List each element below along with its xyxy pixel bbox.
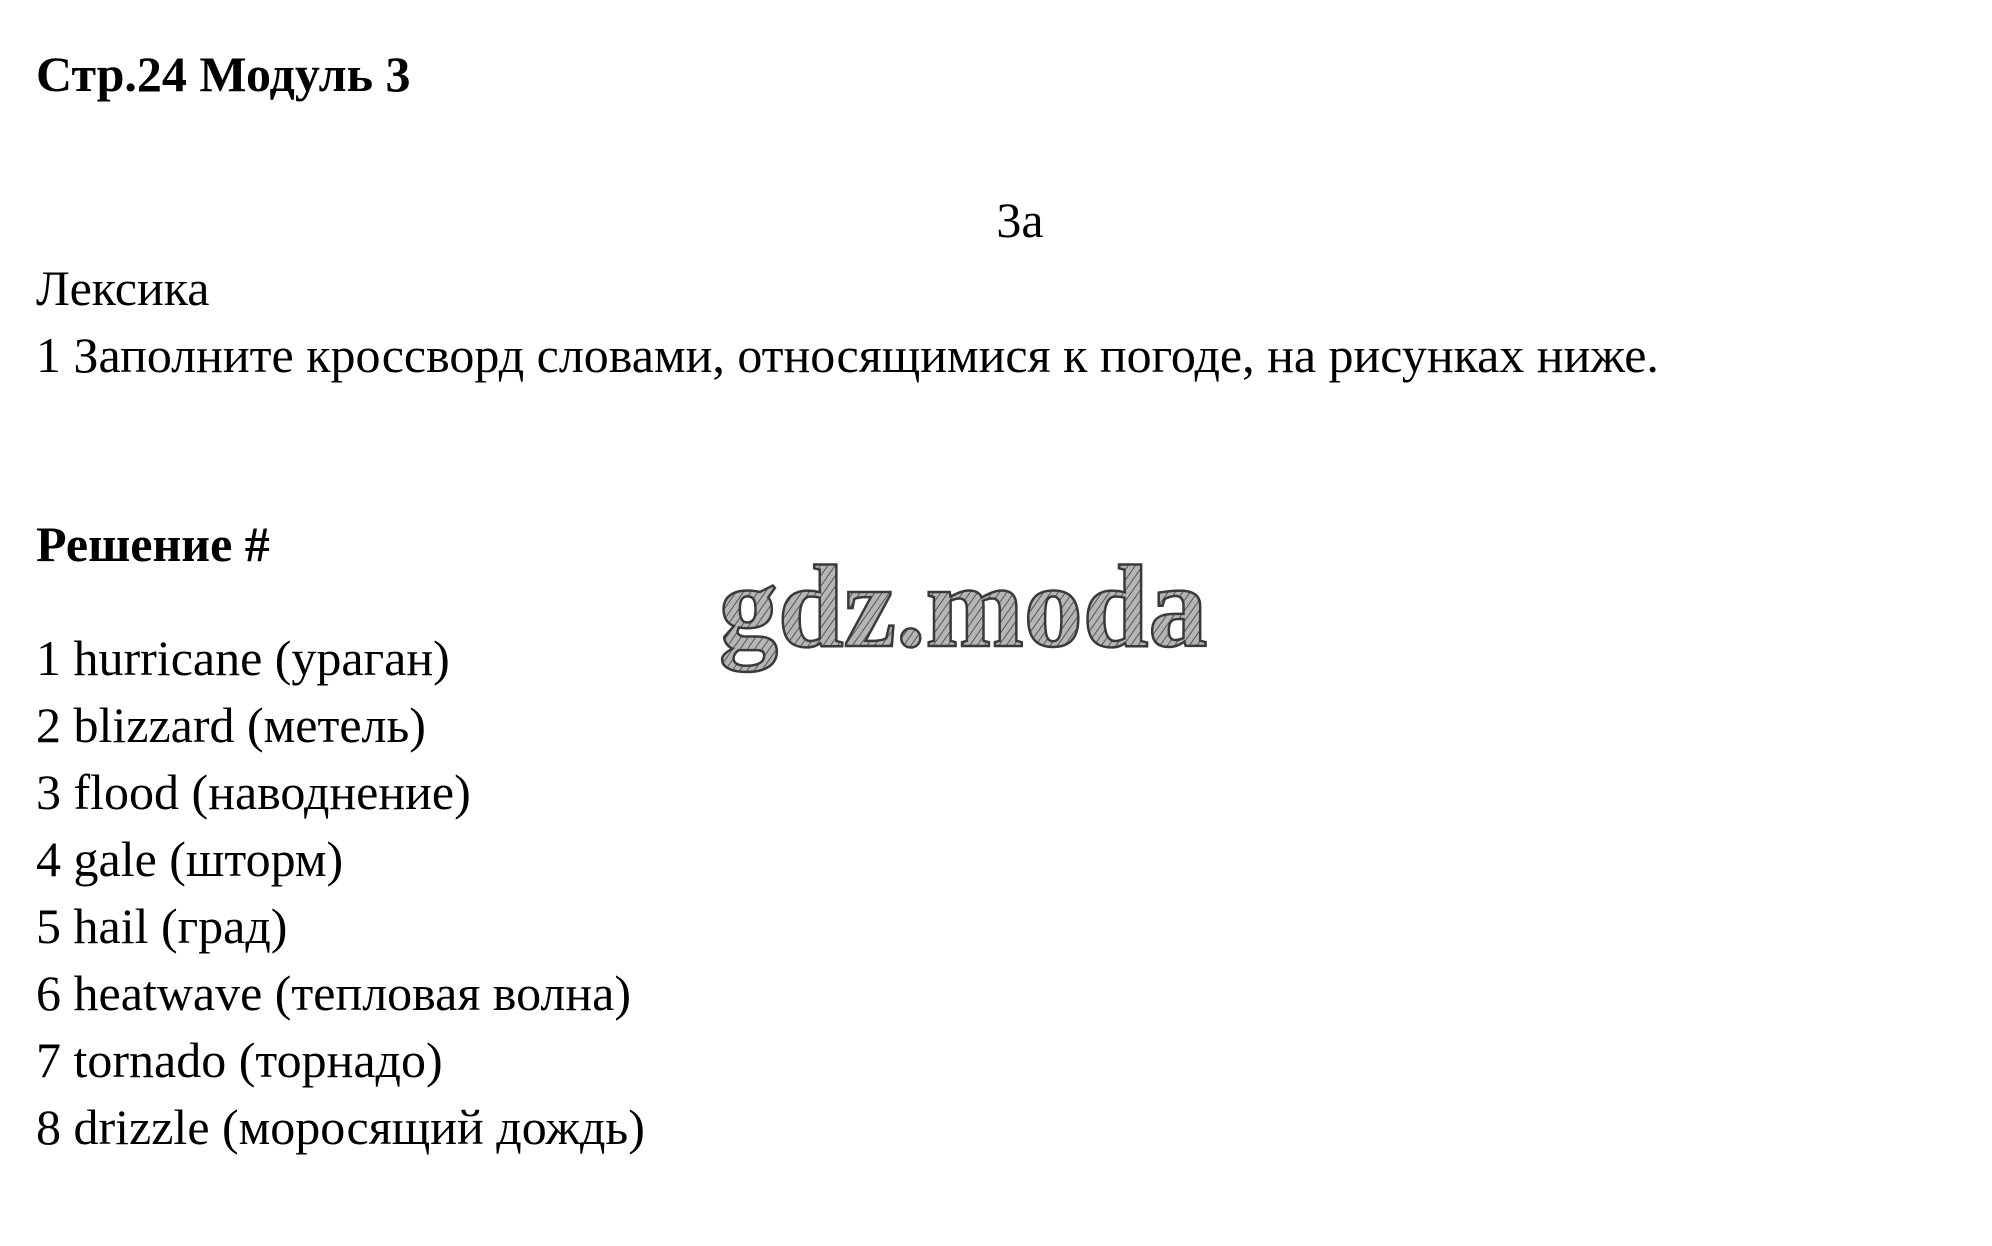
answer-list xyxy=(36,625,645,1161)
page-title: Стр.24 Модуль 3 xyxy=(36,46,411,102)
watermark-logo xyxy=(715,548,1285,678)
task-text: 1 Заполните кроссворд словами, относящимися к погоде, на рисунках ниже. xyxy=(36,327,1659,383)
solution-heading: Решение # xyxy=(36,516,270,572)
list-item: 2 blizzard (метель) xyxy=(36,697,426,753)
list-item: 7 tornado (торнадо) xyxy=(36,1032,443,1088)
list-item: 1 hurricane (ураган) xyxy=(36,630,450,686)
watermark-logo-graphic xyxy=(715,548,1285,678)
category-label: Лексика xyxy=(36,260,210,316)
list-item: 3 flood (наводнение) xyxy=(36,764,471,820)
list-item: 5 hail (град) xyxy=(36,898,288,954)
list-item: 8 drizzle (моросящий дождь) xyxy=(36,1099,645,1155)
list-item: 4 gale (шторм) xyxy=(36,831,344,887)
section-number: 3a xyxy=(996,192,1044,248)
list-item: 6 heatwave (тепловая волна) xyxy=(36,965,631,1021)
watermark-text: gdz.moda xyxy=(719,548,1208,672)
